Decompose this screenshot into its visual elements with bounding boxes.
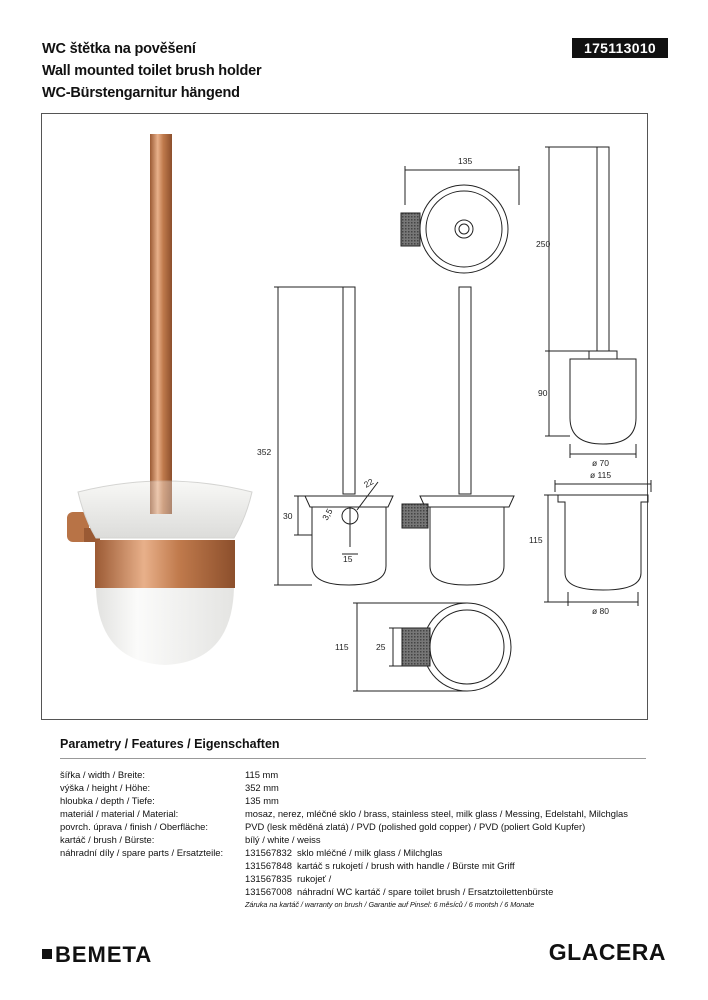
table-row: [60, 794, 628, 807]
table-row: [60, 846, 628, 859]
feature-value: 115 mm: [245, 769, 279, 780]
top-view: [401, 166, 519, 273]
part-code: 131567835: [245, 873, 292, 884]
feature-key: materiál / material / Material:: [60, 808, 179, 819]
brand-name: BEMETA: [55, 942, 153, 967]
dim-cup-bottom: ø 80: [592, 606, 610, 616]
features-divider: [60, 758, 646, 759]
feature-value: 352 mm: [245, 782, 279, 793]
dim-plan-holder: 25: [376, 642, 386, 652]
product-code: 175113010: [572, 38, 668, 58]
brush-side-view: [545, 147, 636, 458]
part-code: 131567008: [245, 886, 292, 897]
front-view: [274, 287, 393, 585]
assembled-side-view: [402, 287, 514, 585]
features-heading: Parametry / Features / Eigenschaften: [60, 737, 280, 751]
glass-cup: [96, 588, 234, 665]
dim-angle: 22: [362, 476, 376, 490]
table-row: [60, 833, 628, 846]
feature-value: 135 mm: [245, 795, 279, 806]
part-description: náhradní WC kartáč / spare toilet brush / Ersatztoilettenbürste: [297, 886, 554, 897]
dim-total-height: 352: [257, 447, 272, 457]
feature-key: kartáč / brush / Bürste:: [60, 834, 155, 845]
copper-ring: [95, 540, 235, 588]
feature-key: [60, 872, 245, 885]
dim-head-height: 90: [538, 388, 548, 398]
part-description: kartáč s rukojetí / brush with handle / Bürste mit Griff: [297, 860, 515, 871]
feature-key: náhradní díly / spare parts / Ersatzteile:: [60, 847, 224, 858]
part-description: rukojeť /: [297, 873, 332, 884]
table-row: [60, 820, 628, 833]
feature-key: povrch. úprava / finish / Oberfläche:: [60, 821, 208, 832]
feature-value: mosaz, nerez, mléčné sklo / brass, stainless steel, milk glass / Messing, Edelstahl, Milchglas: [245, 808, 628, 819]
table-row: [60, 781, 628, 794]
brand-mark-icon: [42, 949, 52, 959]
dim-screw: 3,5: [320, 506, 335, 522]
feature-key: [60, 859, 245, 872]
feature-key: hloubka / depth / Tiefe:: [60, 795, 155, 806]
dim-cup-height: 115: [529, 535, 543, 545]
table-row: [60, 807, 628, 820]
feature-value: PVD (lesk měděná zlatá) / PVD (polished gold copper) / PVD (poliert Gold Kupfer): [245, 821, 586, 832]
dim-head-diameter: ø 70: [592, 458, 610, 468]
feature-key: [60, 885, 245, 898]
brush-handle: [150, 134, 172, 489]
product-photo: [67, 134, 252, 665]
title-german: WC-Bürstengarnitur hängend: [42, 85, 240, 101]
feature-key: šířka / width / Breite:: [60, 769, 145, 780]
table-row: [60, 885, 628, 898]
feature-value: bílý / white / weiss: [245, 834, 321, 845]
part-description: sklo mléčné / milk glass / Milchglas: [297, 847, 443, 858]
table-row: [60, 872, 628, 885]
table-row: [60, 768, 628, 781]
warranty-note: Záruka na kartáč / warranty on brush / Garantie auf Pinsel: 6 měsíců / 6 montsh / 6 Monate: [245, 900, 535, 909]
series-name: GLACERA: [548, 939, 666, 965]
title-english: Wall mounted toilet brush holder: [42, 63, 262, 79]
title-czech: WC štětka na pověšení: [42, 41, 196, 57]
dim-cup-top: ø 115: [590, 470, 612, 480]
feature-key: výška / height / Höhe:: [60, 782, 151, 793]
part-code: 131567848: [245, 860, 292, 871]
glass-cup-view: [544, 480, 651, 606]
table-row: [60, 898, 628, 911]
dim-rim-height: 30: [283, 511, 293, 521]
dim-brush-length: 250: [536, 239, 551, 249]
dim-plan-depth: 115: [335, 642, 349, 652]
part-code: 131567832: [245, 847, 292, 858]
dim-width: 135: [458, 156, 473, 166]
brand-logo: [42, 942, 152, 968]
features-table: [60, 768, 628, 911]
dim-screw-offset: 15: [343, 554, 353, 564]
table-row: [60, 859, 628, 872]
